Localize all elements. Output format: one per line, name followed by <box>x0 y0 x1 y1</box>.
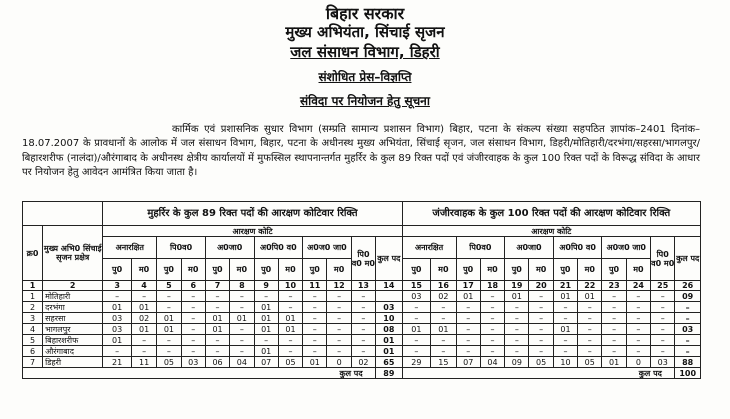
row-cell: 01 <box>278 313 302 324</box>
row-cell: – <box>278 302 302 313</box>
table-row <box>23 324 701 335</box>
column-number: 18 <box>480 281 504 291</box>
row-cell: 01 <box>205 313 229 324</box>
row-cell: – <box>402 313 431 324</box>
row-cell: – <box>205 346 229 357</box>
row-cell: – <box>131 335 156 346</box>
row-cell: – <box>602 302 626 313</box>
row-cell: 01 <box>278 324 302 335</box>
table-row <box>23 291 701 302</box>
left-pu-0: पु0 <box>103 259 132 281</box>
row-cell: – <box>456 335 480 346</box>
column-number: 25 <box>651 281 675 291</box>
row-office: बिहारशरीफ <box>43 335 103 346</box>
column-number: 12 <box>327 281 351 291</box>
row-cell: – <box>651 335 675 346</box>
right-category-3: अ0पि0 व0 <box>553 237 602 259</box>
row-cell: – <box>456 324 480 335</box>
row-cell: – <box>626 324 650 335</box>
row-cell: – <box>675 346 701 357</box>
column-number-row <box>23 281 701 291</box>
row-cell: 01 <box>376 346 403 357</box>
row-cell: – <box>529 313 553 324</box>
row-cell: 01 <box>131 324 156 335</box>
row-cell: – <box>402 346 431 357</box>
right-category-5: पि0 व0 म0 <box>651 237 675 281</box>
row-cell: – <box>651 324 675 335</box>
row-cell: – <box>303 313 327 324</box>
row-cell: – <box>626 335 650 346</box>
row-cell: – <box>480 346 504 357</box>
column-number: 16 <box>431 281 456 291</box>
left-pu-4: पु0 <box>303 259 327 281</box>
row-cell: – <box>626 313 650 324</box>
right-total-header: कुल पद <box>675 237 701 281</box>
row-cell: 01 <box>376 335 403 346</box>
left-total-header: कुल पद <box>376 237 403 281</box>
office-header: मुख्य अभि0 सिंचाई सृजन प्रक्षेत्र <box>43 226 103 281</box>
row-cell: 03 <box>103 313 132 324</box>
row-cell: – <box>131 291 156 302</box>
column-number: 2 <box>43 281 103 291</box>
column-number: 6 <box>181 281 205 291</box>
header-revised-press-release: संशोधित प्रेस–विज्ञप्ति <box>318 70 412 84</box>
row-cell: 02 <box>351 357 375 368</box>
row-cell: 04 <box>230 357 254 368</box>
subcategory-row <box>23 237 701 259</box>
left-category-4: अ0ज0 जा0 <box>303 237 352 259</box>
row-cell: 04 <box>480 357 504 368</box>
row-cell: – <box>351 324 375 335</box>
row-cell: – <box>327 335 351 346</box>
row-office: मोतिहारी <box>43 291 103 302</box>
left-ma-4: म0 <box>327 259 351 281</box>
total-left-value: 89 <box>376 368 403 379</box>
column-number: 26 <box>675 281 701 291</box>
row-cell: – <box>578 346 602 357</box>
row-cell: 07 <box>456 357 480 368</box>
row-cell: 08 <box>376 324 403 335</box>
column-number: 15 <box>402 281 431 291</box>
row-office: दरभंगा <box>43 302 103 313</box>
left-ma-1: म0 <box>181 259 205 281</box>
row-cell: – <box>181 335 205 346</box>
row-cell: – <box>431 335 456 346</box>
row-cell: – <box>456 346 480 357</box>
vacancy-table <box>22 201 701 379</box>
row-cell: – <box>303 335 327 346</box>
row-cell: 88 <box>675 357 701 368</box>
row-cell: – <box>675 335 701 346</box>
row-cell: – <box>278 291 302 302</box>
row-cell: 05 <box>529 357 553 368</box>
row-cell: 01 <box>602 357 626 368</box>
row-cell: – <box>402 302 431 313</box>
title-row <box>23 202 701 226</box>
row-cell: – <box>181 346 205 357</box>
row-cell: 01 <box>505 291 529 302</box>
right-category-4: अ0ज0 जा0 <box>602 237 651 259</box>
right-category-0: अनारक्षित <box>402 237 456 259</box>
row-cell: – <box>578 335 602 346</box>
row-cell: – <box>578 302 602 313</box>
table-row <box>23 335 701 346</box>
row-cell: – <box>181 291 205 302</box>
row-cell: – <box>351 346 375 357</box>
header-department: जल संसाधन विभाग, डिहरी <box>290 43 440 61</box>
right-ma-1: म0 <box>480 259 504 281</box>
table-row <box>23 357 701 368</box>
row-cell: – <box>529 291 553 302</box>
right-title: जंजीरवाहक के कुल 100 रिक्त पदों की आरक्षण कोटिवार रिक्ति <box>402 202 700 226</box>
row-cell: – <box>205 291 229 302</box>
row-cell: 01 <box>303 357 327 368</box>
row-cell: 01 <box>553 291 577 302</box>
right-pu-2: पु0 <box>505 259 529 281</box>
left-pu-2: पु0 <box>205 259 229 281</box>
row-office: डिहरी <box>43 357 103 368</box>
row-cell: – <box>505 302 529 313</box>
row-cell: – <box>351 302 375 313</box>
row-cell: – <box>651 346 675 357</box>
left-reservation-header: आरक्षण कोटि <box>103 226 402 237</box>
column-number: 11 <box>303 281 327 291</box>
row-cell: – <box>553 302 577 313</box>
total-right-value: 100 <box>675 368 701 379</box>
right-pu-0: पु0 <box>402 259 431 281</box>
column-number: 9 <box>254 281 278 291</box>
total-left-label: कुल पद <box>327 368 376 379</box>
row-cell: – <box>626 302 650 313</box>
right-category-2: अ0जा0 <box>505 237 554 259</box>
row-cell: – <box>602 335 626 346</box>
total-right-label: कुल पद <box>626 368 675 379</box>
column-number: 8 <box>230 281 254 291</box>
left-ma-3: म0 <box>278 259 302 281</box>
row-cell: – <box>602 324 626 335</box>
row-cell: – <box>327 291 351 302</box>
row-sl: 3 <box>23 313 43 324</box>
row-cell: – <box>505 324 529 335</box>
row-cell: 01 <box>578 291 602 302</box>
row-cell: – <box>205 335 229 346</box>
row-cell: – <box>303 302 327 313</box>
total-right-spacer <box>402 368 626 379</box>
column-number: 20 <box>529 281 553 291</box>
row-cell: 01 <box>402 324 431 335</box>
row-cell: – <box>578 313 602 324</box>
left-ma-2: म0 <box>230 259 254 281</box>
row-cell: – <box>675 302 701 313</box>
column-number: 19 <box>505 281 529 291</box>
row-cell: – <box>230 346 254 357</box>
column-number: 23 <box>602 281 626 291</box>
row-cell: – <box>327 324 351 335</box>
right-pu-4: पु0 <box>602 259 626 281</box>
row-cell: 03 <box>402 291 431 302</box>
row-cell: – <box>431 302 456 313</box>
row-cell: – <box>480 291 504 302</box>
row-cell: – <box>553 335 577 346</box>
right-ma-3: म0 <box>578 259 602 281</box>
right-ma-4: म0 <box>626 259 650 281</box>
row-cell: – <box>205 302 229 313</box>
row-cell: 01 <box>157 313 181 324</box>
right-category-1: पि0व0 <box>456 237 505 259</box>
row-cell: – <box>402 335 431 346</box>
row-cell: 03 <box>181 357 205 368</box>
row-sl: 7 <box>23 357 43 368</box>
row-cell: – <box>230 302 254 313</box>
row-cell: – <box>602 346 626 357</box>
table-row <box>23 346 701 357</box>
row-cell: 06 <box>205 357 229 368</box>
column-number: 1 <box>23 281 43 291</box>
column-number: 13 <box>351 281 375 291</box>
row-cell: 07 <box>254 357 278 368</box>
row-cell: – <box>303 324 327 335</box>
row-cell: 03 <box>103 324 132 335</box>
row-office: भागलपुर <box>43 324 103 335</box>
row-cell: 29 <box>402 357 431 368</box>
row-cell: – <box>181 302 205 313</box>
row-cell: – <box>157 302 181 313</box>
row-cell: – <box>626 291 650 302</box>
row-cell: – <box>131 346 156 357</box>
column-number: 5 <box>157 281 181 291</box>
row-cell: – <box>230 335 254 346</box>
column-number: 17 <box>456 281 480 291</box>
row-cell: – <box>351 291 375 302</box>
row-sl: 4 <box>23 324 43 335</box>
row-cell: 03 <box>376 302 403 313</box>
row-cell: – <box>230 324 254 335</box>
row-cell: – <box>480 313 504 324</box>
row-cell: 01 <box>230 313 254 324</box>
row-cell: 01 <box>431 324 456 335</box>
row-cell: 01 <box>103 302 132 313</box>
left-category-5: पि0 व0 म0 <box>351 237 375 281</box>
row-cell: – <box>456 313 480 324</box>
header-notice-title: संविदा पर नियोजन हेतु सूचना <box>300 94 430 108</box>
row-sl: 2 <box>23 302 43 313</box>
row-cell: 03 <box>675 324 701 335</box>
table-row <box>23 302 701 313</box>
right-ma-0: म0 <box>431 259 456 281</box>
column-number: 10 <box>278 281 302 291</box>
row-cell: 01 <box>254 324 278 335</box>
row-cell: – <box>505 346 529 357</box>
right-reservation-header: आरक्षण कोटि <box>402 226 700 237</box>
left-category-3: अ0पि0 व0 <box>254 237 303 259</box>
row-cell: – <box>602 313 626 324</box>
row-cell: – <box>505 313 529 324</box>
row-cell: – <box>651 313 675 324</box>
row-cell: – <box>327 302 351 313</box>
table-row <box>23 313 701 324</box>
row-cell: 01 <box>205 324 229 335</box>
left-category-2: अ0जा0 <box>205 237 254 259</box>
row-cell: – <box>675 313 701 324</box>
left-ma-0: म0 <box>131 259 156 281</box>
row-cell: – <box>303 346 327 357</box>
row-cell: 65 <box>376 357 403 368</box>
total-left-spacer <box>23 368 327 379</box>
notice-paragraph: कार्मिक एवं प्रशासनिक सुधार विभाग (सम्प्रति सामान्य प्रशासन विभाग) बिहार, पटना के संकल्प संख्या सहपठित ज्ञापांक–2401 दिनांक–18.07.2007 के प्रावधानों के आलोक में जल संसाधन विभाग, बिहार, पटना के अधीनस्थ मुख्य अभियंता, सिंचाई सृजन, जल संसाधन विभाग, डिहरी/मोतिहारी/दरभंगा/सहरसा/भागलपुर/बिहारशरीफ (नालंदा)/औरंगाबाद के अधीनस्थ क्षेत्रीय कार्यालयों में मुफस्सिल स्थापनान्तर्गत मुहर्रिर के कुल 89 रिक्त पदों एवं जंजीरवाहक के कुल 100 रिक्त पदों के विरूद्ध संविदा के आधार पर नियोजन हेतु आवेदन आमंत्रित किया जाता है। <box>22 124 700 179</box>
row-cell: 10 <box>553 357 577 368</box>
row-cell: – <box>651 302 675 313</box>
column-number: 21 <box>553 281 577 291</box>
row-sl: 6 <box>23 346 43 357</box>
row-cell: – <box>157 346 181 357</box>
row-cell: 01 <box>553 324 577 335</box>
row-cell: – <box>181 313 205 324</box>
sl-header: क्र0 <box>23 226 43 281</box>
column-number: 24 <box>626 281 650 291</box>
column-number: 22 <box>578 281 602 291</box>
row-cell: – <box>529 346 553 357</box>
row-cell: 01 <box>254 346 278 357</box>
category-header-row <box>23 226 701 237</box>
row-cell: – <box>529 302 553 313</box>
row-cell: – <box>254 291 278 302</box>
row-sl: 5 <box>23 335 43 346</box>
row-cell: 03 <box>651 357 675 368</box>
row-cell: – <box>578 324 602 335</box>
left-category-1: पि0व0 <box>157 237 206 259</box>
row-cell: 01 <box>103 335 132 346</box>
row-cell: 09 <box>505 357 529 368</box>
header-government: बिहार सरकार <box>325 4 405 23</box>
row-cell: 05 <box>157 357 181 368</box>
row-cell: – <box>456 302 480 313</box>
row-cell: – <box>157 291 181 302</box>
row-cell: 01 <box>254 302 278 313</box>
right-ma-2: म0 <box>529 259 553 281</box>
row-cell: 21 <box>103 357 132 368</box>
row-cell <box>376 291 403 302</box>
row-cell: – <box>303 291 327 302</box>
row-cell: – <box>278 346 302 357</box>
row-cell: – <box>626 346 650 357</box>
row-cell: – <box>351 313 375 324</box>
row-cell: – <box>157 335 181 346</box>
row-cell: – <box>431 313 456 324</box>
right-pu-1: पु0 <box>456 259 480 281</box>
row-cell: – <box>327 313 351 324</box>
row-cell: – <box>327 346 351 357</box>
row-cell: – <box>431 346 456 357</box>
left-category-0: अनारक्षित <box>103 237 157 259</box>
row-office: सहरसा <box>43 313 103 324</box>
left-title: मुहर्रिर के कुल 89 रिक्त पदों की आरक्षण कोटिवार रिक्ति <box>103 202 402 226</box>
row-cell: 05 <box>278 357 302 368</box>
column-number: 3 <box>103 281 132 291</box>
row-cell: – <box>505 335 529 346</box>
row-cell: 10 <box>376 313 403 324</box>
row-cell: 01 <box>157 324 181 335</box>
row-cell: 0 <box>327 357 351 368</box>
left-pu-1: पु0 <box>157 259 181 281</box>
row-cell: 01 <box>131 302 156 313</box>
total-row <box>23 368 701 379</box>
row-office: औरंगाबाद <box>43 346 103 357</box>
row-cell: – <box>529 335 553 346</box>
row-cell: – <box>553 313 577 324</box>
left-pu-3: पु0 <box>254 259 278 281</box>
header-chief-engineer: मुख्य अभियंता, सिंचाई सृजन <box>285 23 445 41</box>
column-number: 7 <box>205 281 229 291</box>
row-cell: – <box>103 291 132 302</box>
row-cell: – <box>529 324 553 335</box>
row-cell: 15 <box>431 357 456 368</box>
row-cell: – <box>230 291 254 302</box>
row-cell: 0 <box>626 357 650 368</box>
row-cell: 01 <box>254 313 278 324</box>
row-cell: – <box>480 302 504 313</box>
column-number: 4 <box>131 281 156 291</box>
table-corner <box>23 202 103 226</box>
row-cell: – <box>254 335 278 346</box>
row-cell: – <box>103 346 132 357</box>
row-cell: – <box>181 324 205 335</box>
row-cell: – <box>480 324 504 335</box>
row-cell: – <box>602 291 626 302</box>
row-cell: 01 <box>456 291 480 302</box>
row-cell: 11 <box>131 357 156 368</box>
row-cell: – <box>480 335 504 346</box>
row-cell: – <box>553 346 577 357</box>
row-sl: 1 <box>23 291 43 302</box>
row-cell: 02 <box>131 313 156 324</box>
row-cell: 09 <box>675 291 701 302</box>
row-cell: 05 <box>578 357 602 368</box>
row-cell: – <box>278 335 302 346</box>
row-cell: 02 <box>431 291 456 302</box>
right-pu-3: पु0 <box>553 259 577 281</box>
row-cell: – <box>651 291 675 302</box>
column-number: 14 <box>376 281 403 291</box>
row-cell: – <box>351 335 375 346</box>
